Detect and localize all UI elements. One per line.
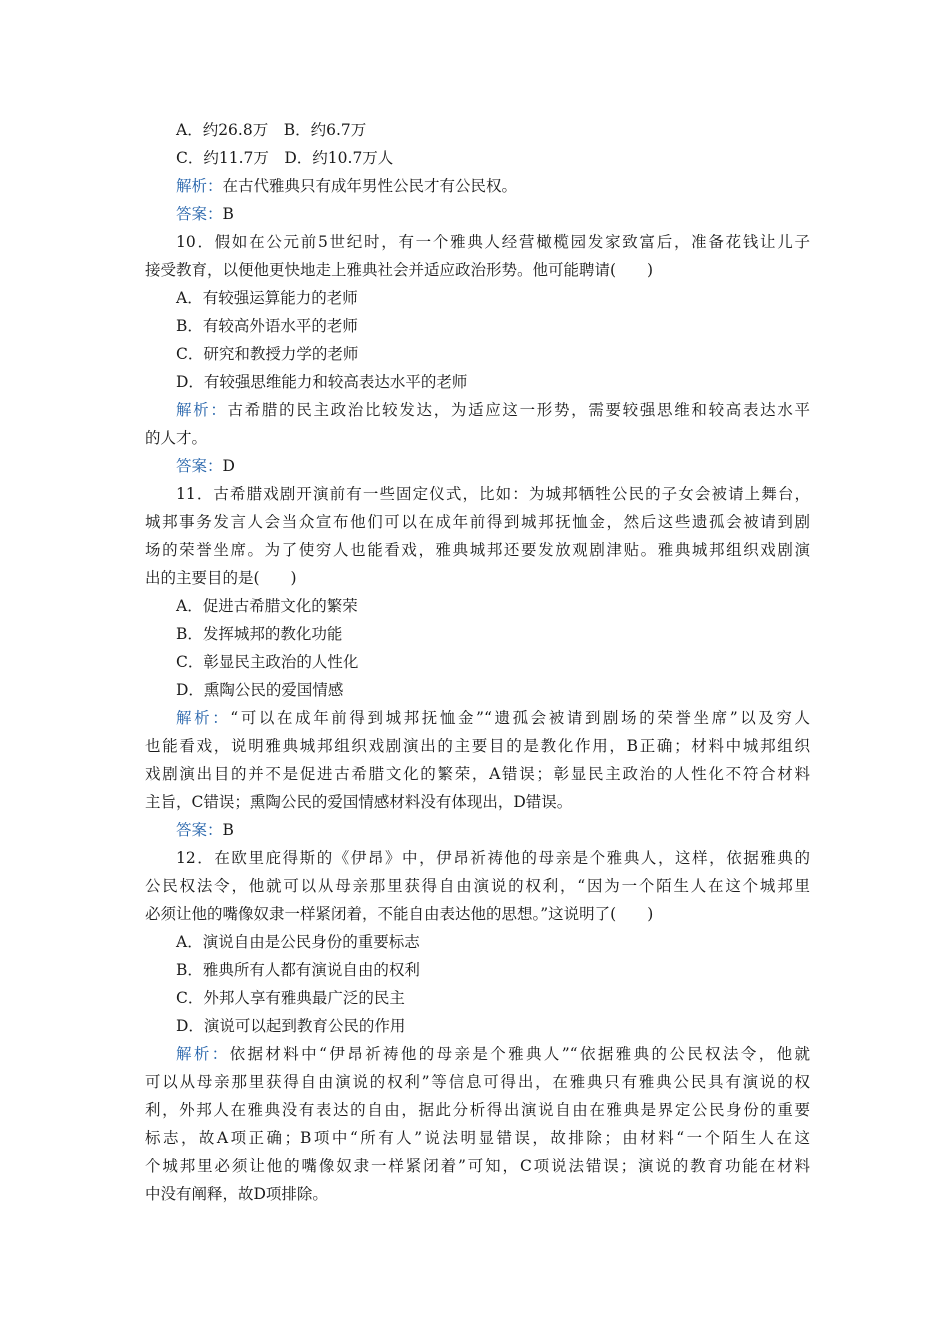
document-page bbox=[145, 116, 810, 1208]
q9-options-cd: C．约11.7万 D．约10.7万人 bbox=[176, 149, 394, 167]
q12-explanation-line: 中没有阐释，故D项排除。 bbox=[145, 1185, 328, 1203]
q11-stem-line: 11．古希腊戏剧开演前有一些固定仪式，比如：为城邦牺牲公民的子女会被请上舞台， bbox=[176, 485, 810, 503]
q10-explanation: 解析：古希腊的民主政治比较发达，为适应这一形势，需要较强思维和较高表达水平 bbox=[176, 401, 810, 419]
q10-answer: 答案：D bbox=[176, 457, 235, 475]
q12-option-a: A．演说自由是公民身份的重要标志 bbox=[176, 933, 420, 951]
explanation-label: 解析： bbox=[176, 1045, 230, 1063]
q11-explanation-line: 主旨，C错误；熏陶公民的爱国情感材料没有体现出，D错误。 bbox=[145, 793, 573, 811]
q12-stem-line: 必须让他的嘴像奴隶一样紧闭着，不能自由表达他的思想。”这说明了( ) bbox=[145, 905, 654, 923]
answer-label: 答案： bbox=[176, 457, 223, 475]
q9-explanation: 解析：在古代雅典只有成年男性公民才有公民权。 bbox=[176, 177, 518, 195]
answer-label: 答案： bbox=[176, 821, 223, 839]
q10-stem-line: 接受教育，以便他更快地走上雅典社会并适应政治形势。他可能聘请( ) bbox=[145, 261, 654, 279]
q9-answer: 答案：B bbox=[176, 205, 234, 223]
q11-answer: 答案：B bbox=[176, 821, 234, 839]
q11-stem-line: 场的荣誉坐席。为了使穷人也能看戏，雅典城邦还要发放观剧津贴。雅典城邦组织戏剧演 bbox=[145, 541, 810, 559]
q11-explanation-line: 戏剧演出目的并不是促进古希腊文化的繁荣，A错误；彰显民主政治的人性化不符合材料 bbox=[145, 765, 810, 783]
q12-explanation-line: 可以从母亲那里获得自由演说的权利”等信息可得出，在雅典只有雅典公民具有演说的权 bbox=[145, 1073, 810, 1091]
q9-options-ab: A．约26.8万 B．约6.7万 bbox=[176, 121, 367, 139]
explanation-label: 解析： bbox=[176, 401, 228, 419]
q10-option-c: C．研究和教授力学的老师 bbox=[176, 345, 359, 363]
q10-option-b: B．有较高外语水平的老师 bbox=[176, 317, 358, 335]
q11-option-d: D．熏陶公民的爱国情感 bbox=[176, 681, 344, 699]
q11-option-c: C．彰显民主政治的人性化 bbox=[176, 653, 359, 671]
q12-option-c: C．外邦人享有雅典最广泛的民主 bbox=[176, 989, 405, 1007]
q11-option-b: B．发挥城邦的教化功能 bbox=[176, 625, 343, 643]
q12-explanation-line: 标志，故A项正确；B项中“所有人”说法明显错误，故排除；由材料“一个陌生人在这 bbox=[145, 1129, 810, 1147]
explanation-label: 解析： bbox=[176, 177, 223, 195]
q11-option-a: A．促进古希腊文化的繁荣 bbox=[176, 597, 358, 615]
q10-option-d: D．有较强思维能力和较高表达水平的老师 bbox=[176, 373, 468, 391]
q11-stem-line: 城邦事务发言人会当众宣布他们可以在成年前得到城邦抚恤金，然后这些遗孤会被请到剧 bbox=[145, 513, 810, 531]
q12-stem-line: 公民权法令，他就可以从母亲那里获得自由演说的权利，“因为一个陌生人在这个城邦里 bbox=[145, 877, 810, 895]
q12-explanation: 解析：依据材料中“伊昂祈祷他的母亲是个雅典人”“依据雅典的公民权法令，他就 bbox=[176, 1045, 810, 1063]
q12-stem-line: 12．在欧里庇得斯的《伊昂》中，伊昂祈祷他的母亲是个雅典人，这样，依据雅典的 bbox=[176, 849, 810, 867]
answer-label: 答案： bbox=[176, 205, 223, 223]
q10-option-a: A．有较强运算能力的老师 bbox=[176, 289, 358, 307]
q12-option-d: D．演说可以起到教育公民的作用 bbox=[176, 1017, 406, 1035]
q11-explanation-line: 也能看戏，说明雅典城邦组织戏剧演出的主要目的是教化作用，B正确；材料中城邦组织 bbox=[145, 737, 810, 755]
q10-explanation-line: 的人才。 bbox=[145, 429, 208, 447]
q11-explanation: 解析：“可以在成年前得到城邦抚恤金”“遗孤会被请到剧场的荣誉坐席”以及穷人 bbox=[176, 709, 810, 727]
q12-explanation-line: 利，外邦人在雅典没有表达的自由，据此分析得出演说自由在雅典是界定公民身份的重要 bbox=[145, 1101, 810, 1119]
q12-explanation-line: 个城邦里必须让他的嘴像奴隶一样紧闭着”可知，C项说法错误；演说的教育功能在材料 bbox=[145, 1157, 810, 1175]
q11-stem-line: 出的主要目的是( ) bbox=[145, 569, 297, 587]
q10-stem-line: 10．假如在公元前5世纪时，有一个雅典人经营橄榄园发家致富后，准备花钱让儿子 bbox=[176, 233, 810, 251]
explanation-label: 解析： bbox=[176, 709, 231, 727]
q12-option-b: B．雅典所有人都有演说自由的权利 bbox=[176, 961, 420, 979]
